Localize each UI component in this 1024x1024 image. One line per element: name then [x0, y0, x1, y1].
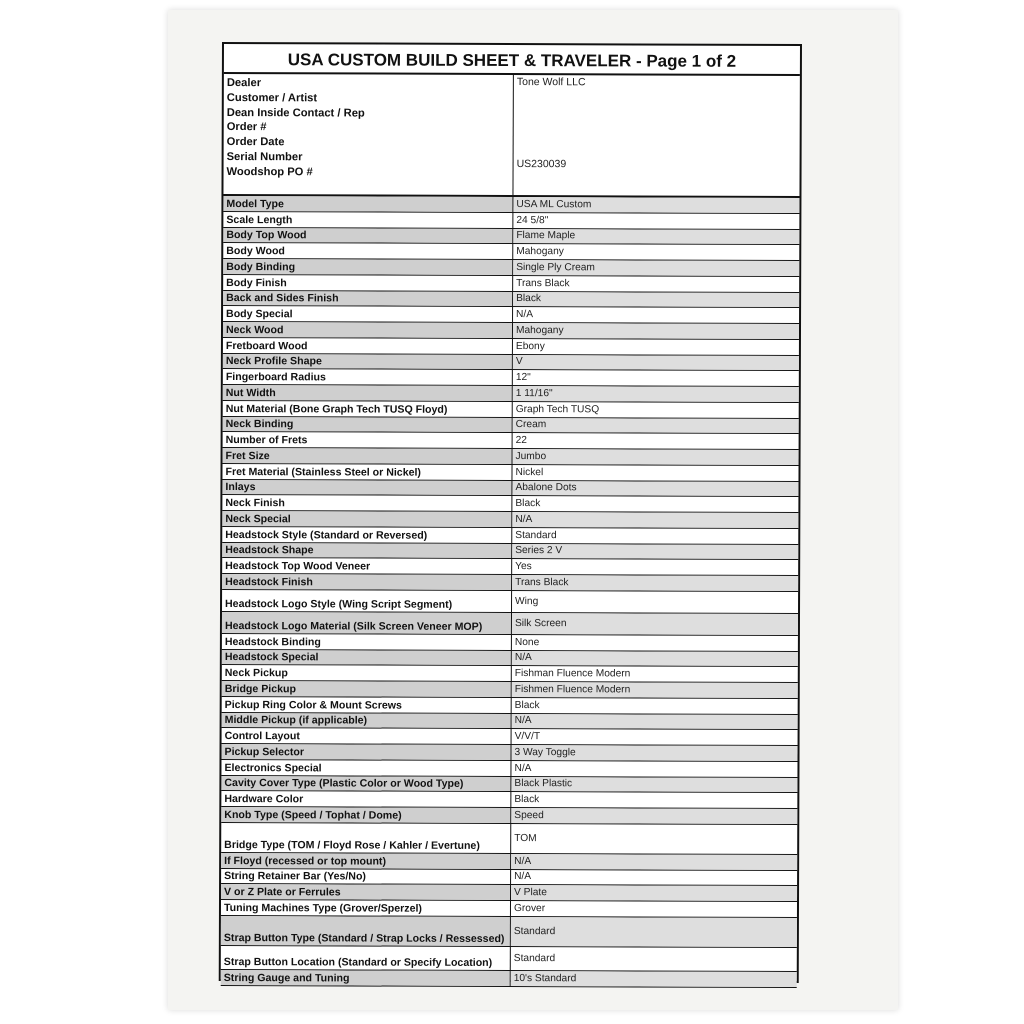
contact-label: Dean Inside Contact / Rep [226, 106, 365, 120]
table-row [221, 791, 797, 809]
serial-number-value: US230039 [516, 158, 567, 171]
row-value: USA ML Custom [513, 197, 799, 212]
table-row [221, 823, 797, 855]
row-value: Yes [515, 561, 532, 573]
row-label: Neck Finish [222, 495, 512, 511]
row-label: Headstock Top Wood Veneer [222, 558, 512, 574]
row-value: Mahogany [513, 323, 799, 338]
row-value: Cream [513, 418, 799, 433]
row-label: Pickup Selector [221, 744, 511, 760]
order-date-label: Order Date [226, 136, 285, 149]
row-label: Bridge Pickup [222, 681, 512, 697]
row-label: Headstock Binding [222, 634, 512, 650]
row-value: Black [515, 498, 541, 510]
row-value: Speed [511, 808, 797, 823]
table-row [221, 970, 797, 988]
table-row [222, 697, 798, 715]
row-label: Fret Material (Stainless Steel or Nickel) [222, 464, 512, 480]
table-row [222, 665, 798, 683]
row-value: N/A [514, 762, 532, 774]
row-value: Wing [515, 595, 539, 607]
row-value: 12" [515, 372, 531, 384]
row-value: N/A [512, 714, 798, 729]
spec-rows [221, 196, 800, 988]
table-row [222, 634, 798, 652]
row-value: None [514, 636, 540, 648]
row-label: Strap Button Type (Standard / Strap Locks / Ressessed) [221, 916, 511, 946]
row-value: Standard [515, 529, 557, 541]
row-label: Nut Width [223, 385, 513, 401]
row-value: Ebony [515, 340, 545, 352]
row-value: Standard [511, 917, 797, 947]
row-label: Scale Length [223, 212, 513, 228]
row-label: Knob Type (Speed / Tophat / Dome) [221, 807, 511, 823]
row-value: 24 5/8" [516, 214, 549, 226]
row-value: Black Plastic [511, 777, 797, 792]
table-row [221, 946, 797, 972]
row-label: Bridge Type (TOM / Floyd Rose / Kahler / Evertune) [221, 823, 511, 853]
table-row [221, 916, 797, 948]
table-row [221, 884, 797, 902]
row-value: Trans Black [516, 277, 570, 289]
row-label: Nut Material (Bone Graph Tech TUSQ Floyd) [223, 401, 513, 417]
row-value: N/A [511, 854, 797, 870]
row-label: Body Finish [223, 275, 513, 291]
order-info-block [223, 74, 799, 198]
row-value: Mahogany [516, 246, 564, 258]
dealer-value: Tone Wolf LLC [516, 76, 586, 89]
row-label: Headstock Style (Standard or Reversed) [222, 527, 512, 543]
row-label: String Retainer Bar (Yes/No) [221, 869, 511, 885]
row-value: Standard [513, 952, 556, 964]
row-value: N/A [514, 871, 532, 883]
row-label: Body Special [223, 306, 513, 322]
row-value: 1 11/16" [513, 386, 799, 401]
row-label: Hardware Color [221, 791, 511, 807]
customer-label: Customer / Artist [226, 91, 318, 105]
row-value: Fishmen Fluence Modern [512, 682, 798, 697]
row-value: V/V/T [514, 731, 541, 743]
row-value: Nickel [515, 466, 544, 478]
row-label: Strap Button Location (Standard or Specify Location) [221, 946, 511, 970]
row-value: 22 [515, 435, 527, 447]
order-info-values [513, 75, 799, 196]
row-value: Silk Screen [512, 613, 798, 635]
row-label: Control Layout [222, 728, 512, 744]
row-label: Neck Profile Shape [223, 354, 513, 370]
row-label: Neck Wood [223, 322, 513, 338]
row-value: Black [514, 699, 540, 711]
row-label: Middle Pickup (if applicable) [222, 713, 512, 729]
page-title: USA CUSTOM BUILD SHEET & TRAVELER - Page 1 of 2 [224, 44, 800, 76]
row-label: Fret Size [223, 448, 513, 464]
row-value: N/A [512, 651, 798, 666]
row-label: Headstock Shape [222, 543, 512, 559]
row-label: Model Type [223, 196, 513, 212]
row-label: V or Z Plate or Ferrules [221, 884, 511, 900]
serial-number-label: Serial Number [226, 151, 303, 164]
row-label: Fretboard Wood [223, 338, 513, 354]
row-label: Headstock Special [222, 650, 512, 666]
row-value: TOM [514, 832, 537, 844]
row-value: Abalone Dots [512, 481, 798, 496]
row-value: Single Ply Cream [513, 260, 799, 275]
row-value: Black [513, 292, 799, 307]
row-value: Graph Tech TUSQ [515, 403, 600, 415]
row-label: Body Top Wood [223, 228, 513, 244]
row-label: Headstock Logo Style (Wing Script Segment) [222, 590, 512, 612]
table-row [222, 612, 798, 636]
row-value: Series 2 V [512, 544, 798, 559]
row-label: Electronics Special [221, 760, 511, 776]
table-row [222, 590, 798, 614]
row-value: 10's Standard [511, 971, 797, 987]
row-label: Number of Frets [223, 432, 513, 448]
dealer-label: Dealer [226, 77, 262, 90]
row-value: V [513, 355, 799, 370]
row-label: Inlays [222, 480, 512, 496]
row-value: V Plate [511, 885, 797, 901]
woodshop-po-label: Woodshop PO # [226, 165, 313, 179]
row-value: 3 Way Toggle [511, 745, 797, 760]
row-label: Body Wood [223, 243, 513, 259]
row-value: Black [514, 794, 540, 806]
table-row [221, 760, 797, 778]
row-value: N/A [516, 309, 534, 321]
row-value: N/A [512, 512, 798, 527]
row-label: Pickup Ring Color & Mount Screws [222, 697, 512, 713]
row-label: If Floyd (recessed or top mount) [221, 853, 511, 869]
order-info-labels [223, 74, 513, 195]
row-label: Body Binding [223, 259, 513, 275]
row-value: Jumbo [513, 449, 799, 464]
build-sheet-table [219, 42, 802, 983]
table-row [222, 728, 798, 746]
row-label: Neck Special [222, 511, 512, 527]
row-label: Neck Binding [223, 417, 513, 433]
row-value: Flame Maple [513, 229, 799, 244]
row-label: Neck Pickup [222, 665, 512, 681]
row-label: String Gauge and Tuning [221, 970, 511, 986]
row-label: Cavity Cover Type (Plastic Color or Wood Type) [221, 776, 511, 792]
row-value: Fishman Fluence Modern [514, 668, 631, 680]
table-row [221, 853, 797, 871]
row-label: Headstock Finish [222, 574, 512, 590]
row-label: Tuning Machines Type (Grover/Sperzel) [221, 900, 511, 916]
row-label: Fingerboard Radius [223, 369, 513, 385]
row-label: Headstock Logo Material (Silk Screen Veneer MOP) [222, 612, 512, 634]
row-label: Back and Sides Finish [223, 291, 513, 307]
row-value: Grover [513, 902, 546, 914]
order-number-label: Order # [226, 121, 267, 134]
row-value: Trans Black [512, 575, 798, 590]
